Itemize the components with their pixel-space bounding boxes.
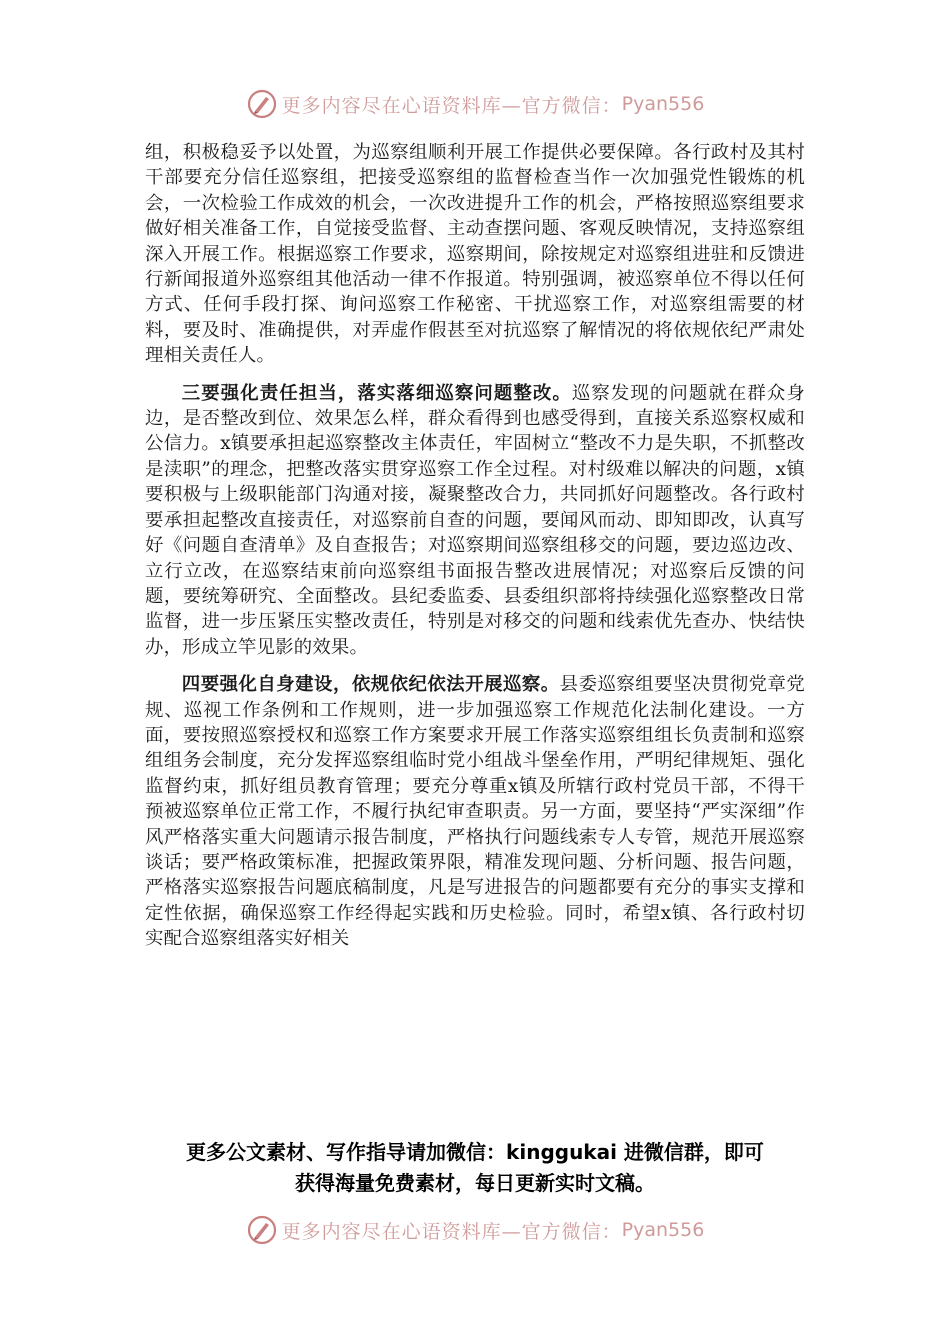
pen-logo-icon [246,1214,278,1246]
paragraph-1: 组，积极稳妥予以处置，为巡察组顺利开展工作提供必要保障。各行政村及其村干部要充分信任巡察组，把接受巡察组的监督检查当作一次加强党性锻炼的机会，一次检验工作成效的机会，一次改进提升工作的机会，严格按照巡察组要求做好相关准备工作，自觉接受监督、主动查摆问题、客观反映情况，支持巡察组深入开展工作。根据巡察工作要求，巡察期间，除按规定对巡察组进驻和反馈进行新闻报道外巡察组其他活动一律不作报道。特别强调，被巡察单位不得以任何方式、任何手段打探、询问巡察工作秘密、干扰巡察工作，对巡察组需要的材料，要及时、准确提供，对弄虚作假甚至对抗巡察了解情况的将依规依纪严肃处理相关责任人。 [145,142,805,367]
pen-logo-icon [246,88,278,120]
promo-line-2: 获得海量免费素材，每日更新实时文稿。 [295,1171,655,1195]
paragraph-2-part2: 对接，凝聚整改合力，共同抓好问题整改。各行政村要承担起整改直接责任，对巡察前自查的问题，要闻风而动、即知即改，认真写好《问题自查清单》及自查报告；对巡察期间巡察组移交的问题，要边巡边改、立行立改，在巡察结束前向巡察组书面报告整改进展情况；对巡察后反馈的问题，要统筹研究、全面整改。县纪委监委、县委组织部将持续强化巡察整改日常监督，进一步压紧压实整改责任，特别是对移交的问题和线索优先查办、快结快办，形成立竿见影的效果。 [145,484,805,658]
watermark-handle: Pyan556 [621,93,705,115]
paragraph-3-part2: 理；要充分尊重x镇及所辖行政村党员干部，不得干预被巡察单位正常工作，不履行执纪审查职责。 [145,775,805,823]
footer-watermark [0,1208,950,1252]
paragraph-3 [145,672,805,951]
promo-line-1: 更多公文素材、写作指导请加微信：kinggukai 进微信群，即可 [186,1140,764,1164]
paragraph-3-part3: 另一方面，要坚持“严实深细”作风严格落实重大问题请示报告制度，严格执行问题线索专人专管，规范开展巡察谈话；要严格政策标准，把握政策界限，精准发现问题、分析问题、报告问题，严格落实巡察报告问题底稿制度，凡是写进报告的问题都要有充分的事实支撑和定性依据，确保巡察工作经得起实践 [145,801,806,924]
watermark-text: 更多内容尽在心语资料库—官方微信： [281,94,622,117]
paragraph-3-heading: 四要强化自身建设，依规依纪依法开展巡察。 [181,674,560,696]
watermark-handle: Pyan556 [621,1219,705,1241]
header-watermark [0,82,950,126]
paragraph-2 [145,381,805,660]
watermark-text: 更多内容尽在心语资料库—官方微信： [281,1220,622,1243]
promo-notice [120,1137,830,1199]
document-body [145,140,805,964]
paragraph-2-part1: 巡察发现的问题就在群众身边，是否整改到位、效果怎么样，群众看得到也感受得到，直接关系巡察权威和公信力。x镇要承担起巡察整改主体责任，牢固树立“整改不力是失职，不抓整改是渎职”的理念，把整改落实贯穿巡察工作全过程。对村级难以解决的问题，x镇要积极与上级职能部门沟通 [145,382,805,506]
paragraph-2-heading: 三要强化责任担当，落实落细巡察问题整改。 [181,382,572,404]
paragraph-3-part4: 和历史检验。同时，希望x镇、各行政村切实配合巡察组落实好相关 [145,902,805,950]
paragraph-3-part1: 县委巡察组要坚决贯彻党章党规、巡视工作条例和工作规则，进一步加强巡察工作规范化法制化建设。一方面，要按照巡察授权和巡察工作方案要求开展工作落实巡察组组长负责制和巡察组组务会制度，充分发挥巡察组临时党小组战斗堡垒作用，严明纪律规矩、强化监督约束，抓好组员教育管 [145,674,805,797]
